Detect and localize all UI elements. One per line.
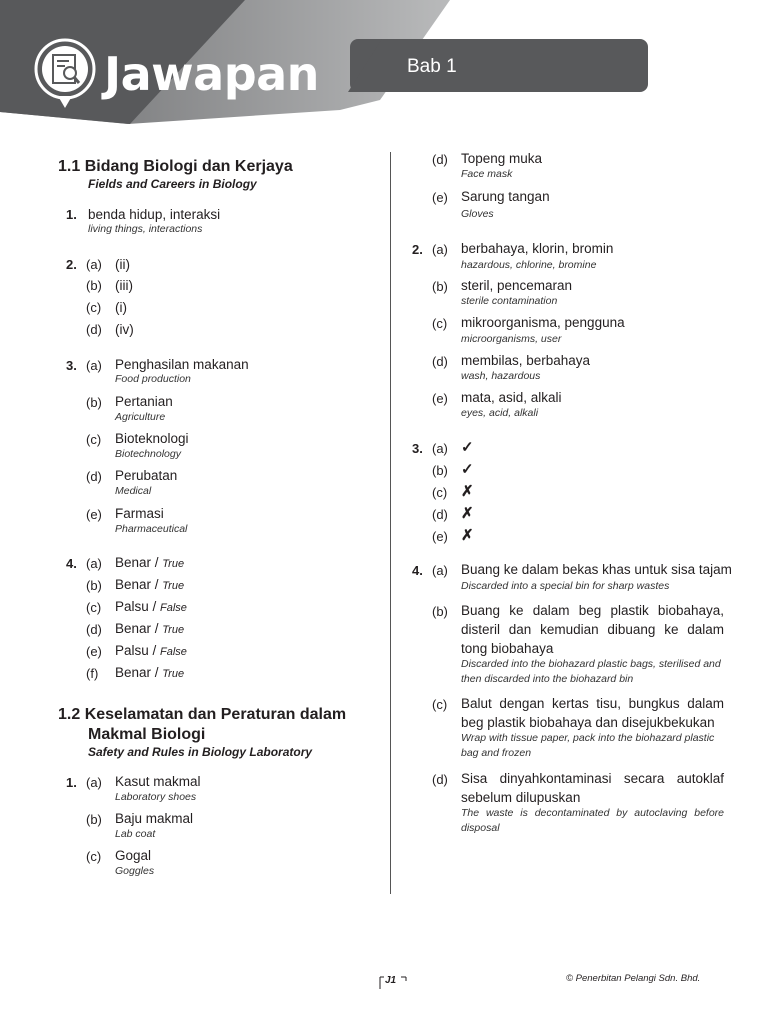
true-false-answer: Benar / True	[115, 665, 185, 680]
section-subtitle: Fields and Careers in Biology	[88, 177, 257, 191]
part-label: (d)	[86, 622, 102, 637]
page-title: Jawapan	[104, 47, 319, 101]
question-number: 1.	[66, 207, 77, 222]
column-divider	[390, 152, 391, 894]
answer-text: Buang ke dalam bekas khas untuk sisa tajam	[461, 562, 732, 577]
part-label: (b)	[86, 395, 102, 410]
cross-mark-icon: ✗	[461, 505, 474, 522]
part-label: (d)	[432, 772, 448, 787]
part-label: (b)	[432, 463, 448, 478]
answer-text: Kasut makmal	[115, 774, 201, 789]
question-number: 3.	[412, 441, 423, 456]
part-label: (c)	[432, 697, 448, 712]
part-label: (d)	[432, 152, 448, 167]
part-label: (b)	[86, 578, 102, 593]
cross-mark-icon: ✗	[461, 527, 474, 544]
true-false-answer: Benar / True	[115, 577, 185, 592]
answer-text-line: disteril dan kemudian dibuang ke dalam	[461, 622, 724, 637]
answer-translation: Pharmaceutical	[115, 523, 188, 535]
part-label: (c)	[86, 300, 102, 315]
answer-text-line: tong biobahaya	[461, 641, 554, 656]
answer-text-line: Sisa dinyahkontaminasi secara autoklaf	[461, 771, 724, 786]
answer-text: Topeng muka	[461, 151, 543, 166]
answer-text: Gogal	[115, 848, 152, 863]
page-number-text: J1	[385, 975, 397, 986]
answer-translation: Medical	[115, 485, 152, 497]
part-label: (c)	[86, 600, 102, 615]
part-label: (b)	[432, 604, 448, 619]
answer-text-line: sebelum dilupuskan	[461, 790, 581, 805]
answer-translation: Goggles	[115, 865, 155, 877]
section-subtitle: Safety and Rules in Biology Laboratory	[88, 745, 313, 759]
copyright-notice: © Penerbitan Pelangi Sdn. Bhd.	[566, 973, 701, 984]
check-mark-icon: ✓	[461, 461, 474, 478]
chapter-label: Bab 1	[407, 56, 457, 77]
page-number	[379, 975, 409, 991]
check-mark-icon: ✓	[461, 439, 474, 456]
answer-text: Bioteknologi	[115, 431, 189, 446]
answer-translation: hazardous, chlorine, bromine	[461, 259, 597, 271]
answer-translation: Biotechnology	[115, 448, 181, 460]
part-label: (f)	[86, 666, 99, 681]
answer-text: membilas, berbahaya	[461, 353, 591, 368]
answer-text: berbahaya, klorin, bromin	[461, 241, 614, 256]
answer-translation: Wrap with tissue paper, pack into the biohazard plastic	[461, 732, 715, 744]
answer-translation: Discarded into the biohazard plastic bags, sterilised and	[461, 658, 721, 670]
answer-text: Pertanian	[115, 394, 173, 409]
section-title-line2: Makmal Biologi	[88, 726, 206, 743]
cross-mark-icon: ✗	[461, 483, 474, 500]
answer-text-line: Balut dengan kertas tisu, bungkus dalam	[461, 696, 724, 711]
answer-translation: Face mask	[461, 168, 513, 180]
part-label: (e)	[432, 529, 448, 544]
part-label: (c)	[86, 432, 102, 447]
part-label: (d)	[432, 507, 448, 522]
answer-translation: then discarded into the biohazard bin	[461, 673, 634, 685]
answer-translation: disposal	[461, 822, 500, 834]
answer-translation: Gloves	[461, 208, 494, 220]
answer-document-icon	[32, 38, 98, 110]
answer-text: Baju makmal	[115, 811, 194, 826]
part-label: (a)	[86, 257, 102, 272]
part-label: (a)	[86, 358, 102, 373]
part-label: (d)	[86, 322, 102, 337]
answer-text: Perubatan	[115, 468, 178, 483]
answer-translation: Food production	[115, 373, 191, 385]
question-number: 4.	[412, 563, 423, 578]
part-label: (b)	[86, 812, 102, 827]
true-false-answer: Benar / True	[115, 621, 185, 636]
true-false-answer: Benar / True	[115, 555, 185, 570]
answer-text: mata, asid, alkali	[461, 390, 562, 405]
answer-text: benda hidup, interaksi	[88, 207, 221, 222]
part-label: (e)	[432, 391, 448, 406]
answer-translation: Laboratory shoes	[115, 791, 197, 803]
part-label: (b)	[86, 278, 102, 293]
part-label: (c)	[432, 485, 448, 500]
part-label: (e)	[86, 507, 102, 522]
part-label: (d)	[432, 354, 448, 369]
section-title: 1.1 Bidang Biologi dan Kerjaya	[58, 158, 293, 175]
question-number: 3.	[66, 358, 77, 373]
answer-text: Farmasi	[115, 506, 164, 521]
answer-translation: The waste is decontaminated by autoclaving before	[461, 807, 724, 819]
part-label: (e)	[86, 644, 102, 659]
part-label: (a)	[86, 556, 102, 571]
question-number: 2.	[66, 257, 77, 272]
answer-translation: Agriculture	[115, 411, 166, 423]
part-label: (d)	[86, 469, 102, 484]
answer-translation: Lab coat	[115, 828, 156, 840]
part-label: (a)	[86, 775, 102, 790]
question-number: 2.	[412, 242, 423, 257]
part-label: (b)	[432, 279, 448, 294]
answer-text: (iv)	[115, 322, 134, 337]
answer-translation: bag and frozen	[461, 747, 532, 759]
true-false-answer: Palsu / False	[115, 599, 187, 614]
answer-translation: eyes, acid, alkali	[461, 407, 539, 419]
part-label: (a)	[432, 563, 448, 578]
answer-text: Sarung tangan	[461, 189, 550, 204]
answer-text: (iii)	[115, 278, 133, 293]
part-label: (c)	[86, 849, 102, 864]
answer-text: mikroorganisma, pengguna	[461, 315, 625, 330]
answer-text: (ii)	[115, 257, 130, 272]
part-label: (e)	[432, 190, 448, 205]
part-label: (a)	[432, 441, 448, 456]
answer-translation: living things, interactions	[88, 223, 203, 235]
answer-text: Penghasilan makanan	[115, 357, 249, 372]
answer-text-line: beg plastik biobahaya dan disejukbekukan	[461, 715, 715, 730]
part-label: (c)	[432, 316, 448, 331]
question-number: 4.	[66, 556, 77, 571]
answer-text: (i)	[115, 300, 127, 315]
answer-text: steril, pencemaran	[461, 278, 573, 293]
section-title: 1.2 Keselamatan dan Peraturan dalam	[58, 706, 347, 723]
answer-translation: wash, hazardous	[461, 370, 541, 382]
answer-text-line: Buang ke dalam beg plastik biobahaya,	[461, 603, 724, 618]
answer-translation: microorganisms, user	[461, 333, 562, 345]
part-label: (a)	[432, 242, 448, 257]
answer-translation: sterile contamination	[461, 295, 558, 307]
question-number: 1.	[66, 775, 77, 790]
answer-translation: Discarded into a special bin for sharp wastes	[461, 580, 670, 592]
true-false-answer: Palsu / False	[115, 643, 187, 658]
